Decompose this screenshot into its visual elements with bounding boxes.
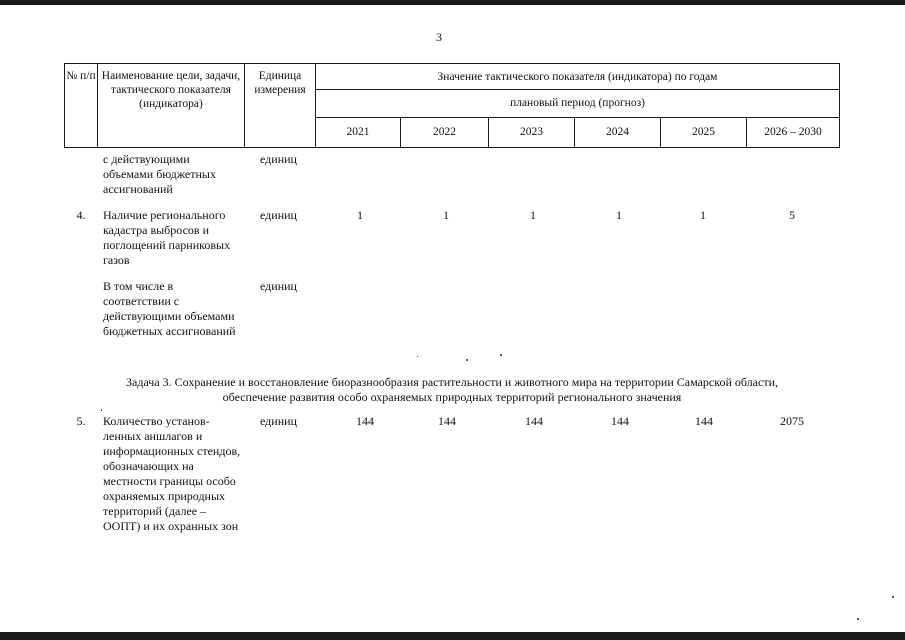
task-heading-line-2: обеспечение развития особо охраняемых природных территорий регионального значения	[222, 390, 682, 404]
scan-speck	[892, 596, 894, 598]
row-5-name: Количество установ-ленных аншлагов и информационных стендов, обозначающих на местности границы особо охраняемых природных территорий (далее – ООПТ) и их охранных зон	[103, 414, 241, 533]
header-period: плановый период (прогноз)	[510, 97, 645, 109]
header-values: Значение тактического показателя (индикатора) по годам	[437, 71, 718, 83]
header-year-2023: 2023	[520, 126, 543, 138]
task-heading	[82, 375, 822, 405]
row-5-value-2024: 144	[611, 414, 629, 428]
col-border-1	[97, 63, 98, 148]
row-5-value-2022: 144	[438, 414, 456, 428]
row-5-value-2025: 144	[695, 414, 713, 428]
top-scan-border	[0, 0, 905, 5]
scan-speck	[500, 354, 502, 356]
scan-speck	[857, 618, 859, 620]
row-2-unit: единиц	[260, 279, 297, 293]
row-5-no: 5.	[76, 414, 86, 428]
scan-speck	[101, 409, 102, 411]
header-year-2026-2030: 2026 – 2030	[764, 126, 822, 138]
bottom-scan-border	[0, 632, 905, 640]
header-year-2022: 2022	[433, 126, 456, 138]
scan-speck	[417, 356, 418, 357]
table-header	[64, 63, 840, 148]
header-divider-2	[315, 117, 840, 118]
header-bottom-border	[64, 147, 840, 148]
row-1-value-2025: 1	[700, 208, 706, 222]
row-2-name: В том числе в соответствии с действующими объемами бюджетных ассигнований	[103, 279, 236, 338]
scan-speck	[466, 359, 468, 361]
col-border-2	[244, 63, 245, 148]
page-number: 3	[436, 30, 442, 44]
col-border-right	[839, 63, 840, 148]
col-border-left	[64, 63, 65, 148]
header-name: Наименование цели, задачи, тактического показателя (индикатора)	[101, 70, 241, 110]
row-1-no: 4.	[76, 208, 86, 222]
header-top-border	[64, 63, 840, 64]
row-1-value-2022: 1	[443, 208, 449, 222]
header-unit: Единица измерения	[254, 70, 306, 96]
header-year-2025: 2025	[692, 126, 715, 138]
row-1-value-2026-2030: 5	[789, 208, 795, 222]
row-5-value-2026-2030: 2075	[780, 414, 804, 428]
header-year-2024: 2024	[606, 126, 629, 138]
row-5-value-2023: 144	[525, 414, 543, 428]
row-5-unit: единиц	[260, 414, 297, 428]
row-1-value-2024: 1	[616, 208, 622, 222]
row-0-unit: единиц	[260, 152, 297, 166]
task-heading-line-1: Задача 3. Сохранение и восстановление биоразнообразия растительности и животного мира на территории Самарской области,	[126, 375, 778, 389]
row-0-name: с действующими объемами бюджетных ассигнований	[103, 152, 216, 196]
header-no: № п/п	[66, 70, 96, 82]
header-divider-1	[315, 89, 840, 90]
row-5-value-2021: 144	[356, 414, 374, 428]
row-1-name: Наличие регионального кадастра выбросов и поглощений парниковых газов	[103, 208, 231, 267]
row-1-value-2021: 1	[357, 208, 363, 222]
row-1-unit: единиц	[260, 208, 297, 222]
row-1-value-2023: 1	[530, 208, 536, 222]
header-year-2021: 2021	[346, 126, 370, 138]
